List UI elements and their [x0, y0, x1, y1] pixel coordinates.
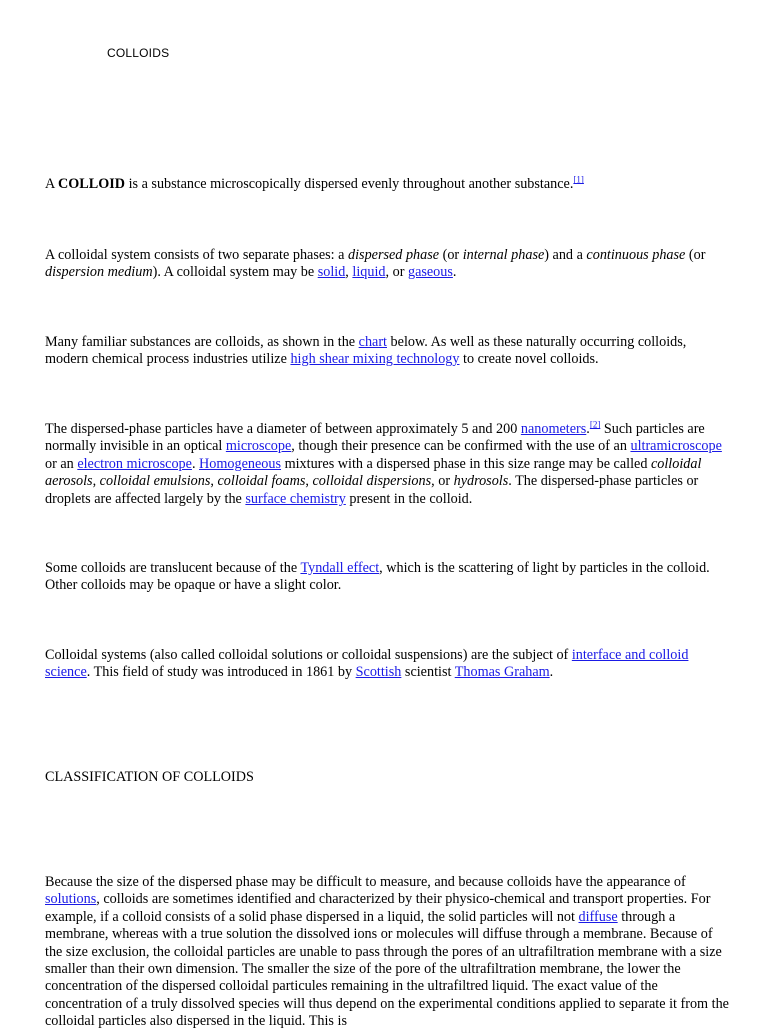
- paragraph-tyndall: Some colloids are translucent because of the Tyndall effect, which is the scattering of light by particles in the colloid. Other colloids may be opaque or have a slight color.: [45, 560, 710, 594]
- reference-link-1[interactable]: [1]: [573, 174, 584, 185]
- link-gaseous[interactable]: gaseous: [407, 264, 453, 281]
- link-tyndall-effect[interactable]: Tyndall effect: [300, 560, 380, 576]
- link-homogeneous[interactable]: Homogeneous: [199, 455, 282, 472]
- paragraph-definition: A COLLOID is a substance microscopically dispersed evenly throughout another substance.[1]: [45, 174, 584, 192]
- link-microscope[interactable]: microscope: [225, 438, 292, 455]
- link-interface-colloid-science[interactable]: interface and colloid science: [45, 647, 689, 681]
- link-chart[interactable]: chart: [358, 334, 387, 350]
- link-liquid[interactable]: liquid: [352, 264, 386, 281]
- paragraph-familiar: Many familiar substances are colloids, as shown in the chart below. As well as these naturally occurring colloids, modern chemical process industries utilize high shear mixing technology to create novel colloids.: [45, 334, 687, 368]
- paragraph-colloid-science: Colloidal systems (also called colloidal solutions or colloidal suspensions) are the subject of interface and colloid science. This field of study was introduced in 1861 by Scottish scientist Thomas Graham.: [45, 647, 689, 681]
- link-surface-chemistry[interactable]: surface chemistry: [245, 490, 346, 507]
- paragraph-classification: Because the size of the dispersed phase may be difficult to measure, and because colloids have the appearance of solutions, colloids are sometimes identified and characterized by their physico-chemical and transport properties. For example, if a colloid consists of a solid phase dispersed in a liquid, the solid particles will not diffuse through a membrane, whereas with a true solution the dissolved ions or molecules will diffuse through a membrane. Because of the size exclusion, the colloidal particles are unable to pass through the pores of an ultrafiltration membrane with a size smaller than their own dimension. The smaller the size of the pore of the ultrafiltration membrane, the lower the concentration of the dispersed colloidal particules remaining in the ultrafiltred liquid. The exact value of the concentration of a truly dissolved species will thus depend on the experimental conditions applied to separate it from the colloidal particles also dispersed in the liquid. This is: [45, 874, 729, 1030]
- link-nanometers[interactable]: nanometers: [520, 421, 587, 437]
- link-thomas-graham[interactable]: Thomas Graham: [454, 664, 550, 681]
- link-diffuse[interactable]: diffuse: [578, 908, 618, 925]
- link-high-shear-mixing[interactable]: high shear mixing technology: [290, 351, 460, 368]
- link-ultramicroscope[interactable]: ultramicroscope: [630, 438, 722, 455]
- section-title-classification: CLASSIFICATION OF COLLOIDS: [45, 769, 254, 785]
- link-scottish[interactable]: Scottish: [355, 664, 402, 681]
- link-solid[interactable]: solid: [317, 264, 346, 281]
- reference-link-2[interactable]: [2]: [589, 419, 601, 430]
- term-colloid: COLLOID: [58, 176, 126, 192]
- link-solutions[interactable]: solutions: [45, 891, 97, 908]
- paragraph-phases: A colloidal system consists of two separate phases: a dispersed phase (or internal phase) and a continuous phase (or dispersion medium). A colloidal system may be solid, liquid, or gaseous.: [45, 247, 706, 281]
- paragraph-particles: The dispersed-phase particles have a diameter of between approximately 5 and 200 nanometers.[2] Such particles are normally invisible in an optical microscope, though their presence can be confirmed with the use of an ultramicroscope or an electron microscope. Homogeneous mixtures with a dispersed phase in this size range may be called colloidal aerosols, colloidal emulsions, colloidal foams, colloidal dispersions, or hydrosols. The dispersed-phase particles or droplets are affected largely by the surface chemistry present in the colloid.: [45, 419, 722, 507]
- page-header: COLLOIDS: [107, 46, 170, 60]
- link-electron-microscope[interactable]: electron microscope: [77, 455, 192, 472]
